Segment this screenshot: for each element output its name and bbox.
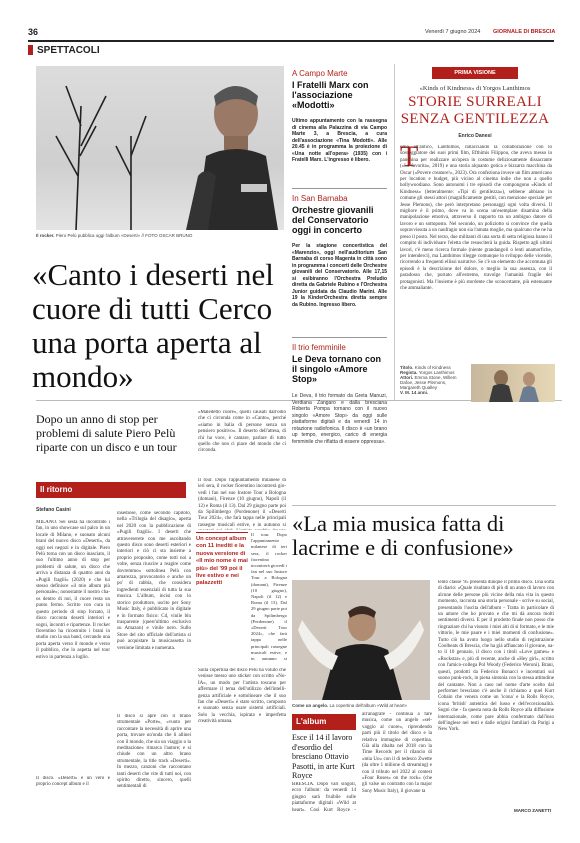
main-col3c-a: Il tour. Dopo l'appuntamento milanese di ieri sera, il rocker fiorentino incontrerà giovedì i fan nel suo Instore Tour a Bologna (domani), Firenze (10 giugno), Napoli (il 12) e Roma (il 13). Dal 29 giugno parte poi da Spilimbergo (Pordenone) il «Deserti Tour 2024», che farà tappa nelle principali rassegne musicali estive, e in autunno si [251,532,287,662]
album-col2 [362,712,432,812]
album-label [292,714,356,730]
credit-actors: Attori. Emma Stone, Willem Dafoe, Jesse Plemons, Margareth Qualley [400,375,457,390]
marx-rule [292,188,387,189]
album-col1-text: BRESCIA. Dopo vari singoli, ecco l'album: da venerdì 14 giugno sarà fruibile sulle piattaforme digitali «Wild at heart». Così Kurt Royce - [292,782,356,812]
album-top-rule [292,505,556,506]
album-cover-illustration [292,580,430,700]
trio-kicker: Il trio femminile [292,343,346,352]
page-number: 36 [28,27,39,37]
main-byline: Stefano Casini [36,507,71,513]
main-col3d-text: Sulla copertina del disco Pelù ha voluto che venisse messo uno sticker con scritto «No-IA», un modo per l'artista toscano per affermare il tema dell'utilizzo dell'intelligenza artificiale e sottolineare che il suo fan che «Deserti» è stato scritto, composto e suonato senza usare sistemi artificiali. Solo la vecchia, ispirata e imperfetta creatività umana. [198,668,286,725]
trio-text: Le Deva, il trio formato da Greta Manuzi, Verdiana Zangaro e dalla bresciana Roberta Pompa tornano con il nuovo singolo «Amore Stop» da oggi sulle piattaforme digitali e da venerdì 14 in rotazione radiofonica. Il disco è «un brano up tempo, energico, carico di energia femminile che riflatta di essere oppressa». [292,393,387,445]
label-text: Il ritorno [40,485,73,494]
review-text [400,145,552,360]
review-kicker: «Kinds of Kindness» di Yorgos Lanthimos [419,85,531,92]
credit-director: Regista. Yorgos Lanthimos [400,370,455,375]
review-credits [400,365,468,395]
sanbarnaba-text: Per la stagione concertistica del «Marenzio», oggi nell'auditorium San Barnaba di corso Magenta in città sono in programma i concerti delle Orchestre giovanili del Conservatorio. Alle 17,15 si esibiranno l'Orchestra Preludio diretta da Gabriele Rubino e l'Orchestra Junior guidata da Claudio Marini. Alle 19 la KinderOrchestra diretta sempre da Rubino. Ingresso libero. [292,243,387,308]
main-col3d [198,668,286,808]
main-col3b [198,478,286,530]
marx-text: Ultimo appuntamento con la rassegna di cinema alla Palazzina di via Campo Marte 3, a Brescia, a cura dell'associazione «Tina Modotti». Alle 20.45 è in programma la proiezione di «Una notte all'opera» (1935) con i Fratelli Marx. L'ingresso è libero. [292,118,387,163]
rocker-photo-illustration [36,66,284,230]
section-marker [28,45,33,55]
review-title: STORIE SURREALI SENZA GENTILEZZA [400,94,550,127]
main-col1-text: MILANO. Sei sesla ha incontrato i fan, in uno showcase sul palco in un locale di Milano, e suonato alcuni brani del nuovo disco «Deserti», da oggi nei negozi e in digitale. Piero Pelù torna con un disco inasciato, il suo l'ultimo anno di stop per problemi di salute, un disco che arriva a distanza di quattro anni da «Pugili fragili» (2020) e che lui stesso definisce «il mio album più personale»; nonostante il nostro chaos dentro di noi, il cuore resta un punto fermo. Scritto con cura in questo periodo di stop forzato, il disco racconta deserti interiori e sogni, incontri e ripartenze. Il rocker fiorentino ha ricostruito i brani in studio con la sua band, cercando una porta aperta verso il mondo e verso il pubblico, che lo aspetta nel tour estivo in partenza a luglio. [36,520,110,660]
main-col1b-text: Il disco. «Deserti» è un vero e proprio concept album e il [36,776,110,788]
marx-kicker: A Campo Marte [292,69,348,78]
pull-quote [196,532,248,664]
album-caption-bold: Come un angelo. [292,703,329,708]
section-label-ritorno [36,482,186,498]
main-col2b [117,714,191,814]
header-rule [28,40,554,42]
section-title: SPETTACOLI [37,45,100,56]
album-label-text: L'album [296,717,327,726]
album-col2-text: all'anagrafe - continua a fare musica, come un angelo «selvaggio al cuore», riprendendo parti più il titolo del disco e la relativa immagine di copertina. Già alla ribalta nel 2018 con la Time Records per il rilancio di «mia Uo» con il di tedesco Zwette (da oltre 1 milione di streaming) e con il tributo nel 2022 al contest «Four Roses» on the rock» (che gli valse un contratto con la major Sony Music Italy), il giovane ta [362,712,432,794]
album-caption-text: La copertina dell'album «Wild at heart» [329,703,408,708]
main-col1 [36,520,110,770]
album-caption [292,703,432,708]
pull-quote-text: Un concept album con 11 inediti e la nuova versione di «Il mio nome è mai più» del '99 poi il live estivo e nei palazzetti [196,536,248,587]
album-col3 [438,580,554,805]
main-photo [36,66,284,230]
main-col2 [117,511,191,719]
main-col2-text: insediose, come secondo capitolo, nella «Trilogia del disagio», aperta nel 2020 con la pubblicazione di «Pugili fragili». I deserti che attraverserete con me ascoltando questo disco sono deserti esteriori e interiori e ciò ci sta insieme a proprio proposito, come tutti noi a volte, senza riuscire a reagire come dovremmo» sottolinea Pelù con amarezza, provocatorio e anche un po' di rabbia, che considera ingredienti essenziali di tutta la sua musica. L'album, incisi con lo storico produttore, uscito per Sony Music Italy, è pubblicato in digitale e in formato fisico: Cd, vinile blu trasparente (quest'ultimo esclusivo su Amazon) e vinile nero. Sullo Store del sito ufficiale dell'artista si può acquistare la musicassetta in versione limitata e numerata. [117,511,191,651]
album-cover [292,580,430,700]
album-col3-text: lento classe '95 presenta dunque il primo disco. Una sorta di diario: «Quale risultato di più di un anno di lavoro con alcune delle persone più vicine della mia vita in questo momento, racconta una storia personale - scrive su social, presentando l'uscita dell'album - Tratta in particolare di un amore che ho provato e che mi dà ancora molti sentimenti diversi. E per il prodotto finale non posso che ringraziare chi ha vissuto i miei alti di si formato, e le mie vittorie, le mie paure e i miei momenti di confusione». Tutto ciò ha avuto luogo nello studio di registrazione Coolbeats di Brescia, che ha già affiancato il giovane, nato il 10 gennaio, il disco con i titoli «Love games» e «Rockstar» e, più di recente, anche di «Hey girl», scritto con l'amico-collega Pol Woody (Federico Weroni). Brani, questi, prodotti da Federico Bonacci e incentrati sul suono punk-rock, in piena sintonia con la stessa attitudine del cantante. Non a caso nel nome d'arte scelto dal performer bresciano c'è anche il richiamo a quel Kurt Cobain che venera come un 'icona' e la Rolls Royce, icona 'british' autentica del lusso e dell'eccezionalità. Sogni che - fa questa nota da Rolls Royce alla diffusione internazionale, come pare abbia confermato dall'inso dell'inglese nei testi e dalle origini familiari da Parigi a New York. [438,580,554,733]
review-byline: Enrico Danesi [458,133,492,139]
review-still [471,364,555,402]
film-still-illustration [471,364,555,402]
credit-rating: V. M. 14 anni. [400,390,429,395]
main-col1b [36,776,110,806]
marx-title: I Fratelli Marx con l'associazione «Modotti» [292,80,369,110]
main-col3c [251,532,287,662]
sanbarnaba-title: Orchestre giovanili del Conservatorio oggi in concerto [292,205,374,235]
photo-caption-text: Piero Pelù pubblica oggi l'album «Deserti» // FOTO OSCAR BRUNO [55,233,193,238]
review-dropcap: T [400,140,419,173]
photo-caption [36,233,284,238]
main-col2b-text: Il disco si apre con il brano strumentale «Porte», «vuoto per raccontare la necessità di aprire una porta, trovare un'onda che li allinei con il mondo, che sia un viaggio o la meditazione» rimarca l'autore; e si chiude con un altro brano strumentale, la title track «Deserti». In mezzo, canzoni che raccontano tanti deserti che vite di tutti noi, con spirito diretto, sincero, quelli sentimentali di [117,714,191,790]
review-text-body: orna all'antico, Lanthimos, rallacciando la collaborazione con lo sceneggiatore dei suoi primi film, Efthimis Filippou, che aveva messo in panchina per realizzare un'opera in costume deliziosamente dissacrante («La favorita», 2019) e una storia alquanto gotica e bizzarra macchina da Oscar («Povere creature!», 2023). Ora confeziona invece un film americano per location e budget, più vicino al cinema indie che non a quello hollywoodiano. Sono autonomi i tre episodi che compongono «Kinds of Kindness» (letteralmente: «Tipi di gentilezza»), sebbene abbiano in comune gli stessi attori (magnificamente gestiti, con menzione speciale per Jesse Plemons), che però interpretano personaggi ogni volta diversi. Il migliore è il primo, dove va in scena un'esemplare disamina della manipolazione emotiva, attraverso il rapporto tra un ambiguo datore di lavoro e un sottoposto. Nel secondo, un poliziotto si convince che quella sopravvissuta a un naufragio non sia l'amata moglie, ma qualcuno che ne ha preso il posto. Nel terzo, due militanti di una sorta di setta religiosa hanno il compito di individuare l'eletta che resusciterà la guida. Rispetto agli ultimi lavori, c'è meno ricerca formale (niente grandangoli o lenti anamorfiche, per intenderci), ma Lanthimos rilegge comunque lo sviluppo delle vicende, ricorrendo a frequenti ellissi narrative. Se c'è un elemento che accomuna gli episodi è la descrizione del dolore, o meglio la sua assenza, con il paradosso che, portato all'estremo, travolge l'umanità fragile dei protagonisti. Ma l'insieme è più stordente che sconcertante, più estenuante che ammaliante. [400,145,552,291]
main-subhead: Dopo un anno di stop per problemi di salute Piero Pelù riparte con un disco e un tour [36,412,177,454]
sanbarnaba-kicker: In San Barnaba [292,194,348,203]
main-col3 [198,410,286,474]
album-byline: MARCO ZANETTI [514,808,552,813]
newspaper-name: GIORNALE DI BRESCIA [493,29,556,35]
photo-caption-bold: Il rocker. [36,233,55,238]
main-col3-text: «Maledetto cuore», quelli causati dall'odio che ci circonda come in «Canto», perché «siamo in balia di persone senza un pensiero positivo». Il deserto dell'attesa, di chi ha voce, è cantare, parlare di tutto quello che non ci piace del mondo che ci circonda. [198,410,286,454]
dateline: Venerdì 7 giugno 2024 [425,29,481,35]
review-tag-text: PRIMA VISIONE [454,70,496,76]
main-headline: «Canto i deserti nel cuore di tutti Cerco una porta aperta al mondo» [32,257,274,394]
album-subhead: Esce il 14 il lavoro d'esordio del bresciano Ottavio Pasotti, in arte Kurt Royce [292,733,355,780]
review-tag [432,67,518,79]
credit-title: Titolo. Kinds of Kindness [400,365,451,370]
sanbarnaba-rule [292,337,387,338]
album-col1 [292,782,356,812]
main-col3b-text: Il tour. Dopo l'appuntamento milanese di ieri sera, il rocker fiorentino incontrerà giovedì i fan nel suo Instore Tour a Bologna (domani), Firenze (10 giugno), Napoli (il 12) e Roma (il 13). Dal 29 giugno parte poi da Spilimbergo (Pordenone) il «Deserti Tour 2024», che farà tappa nelle principali rassegne musicali estive, e in autunno si [198,478,286,528]
trio-title: Le Deva tornano con il singolo «Amore Stop» [292,354,382,384]
album-headline: «La mia musica fatta di lacrime e di confusione» [292,511,514,560]
